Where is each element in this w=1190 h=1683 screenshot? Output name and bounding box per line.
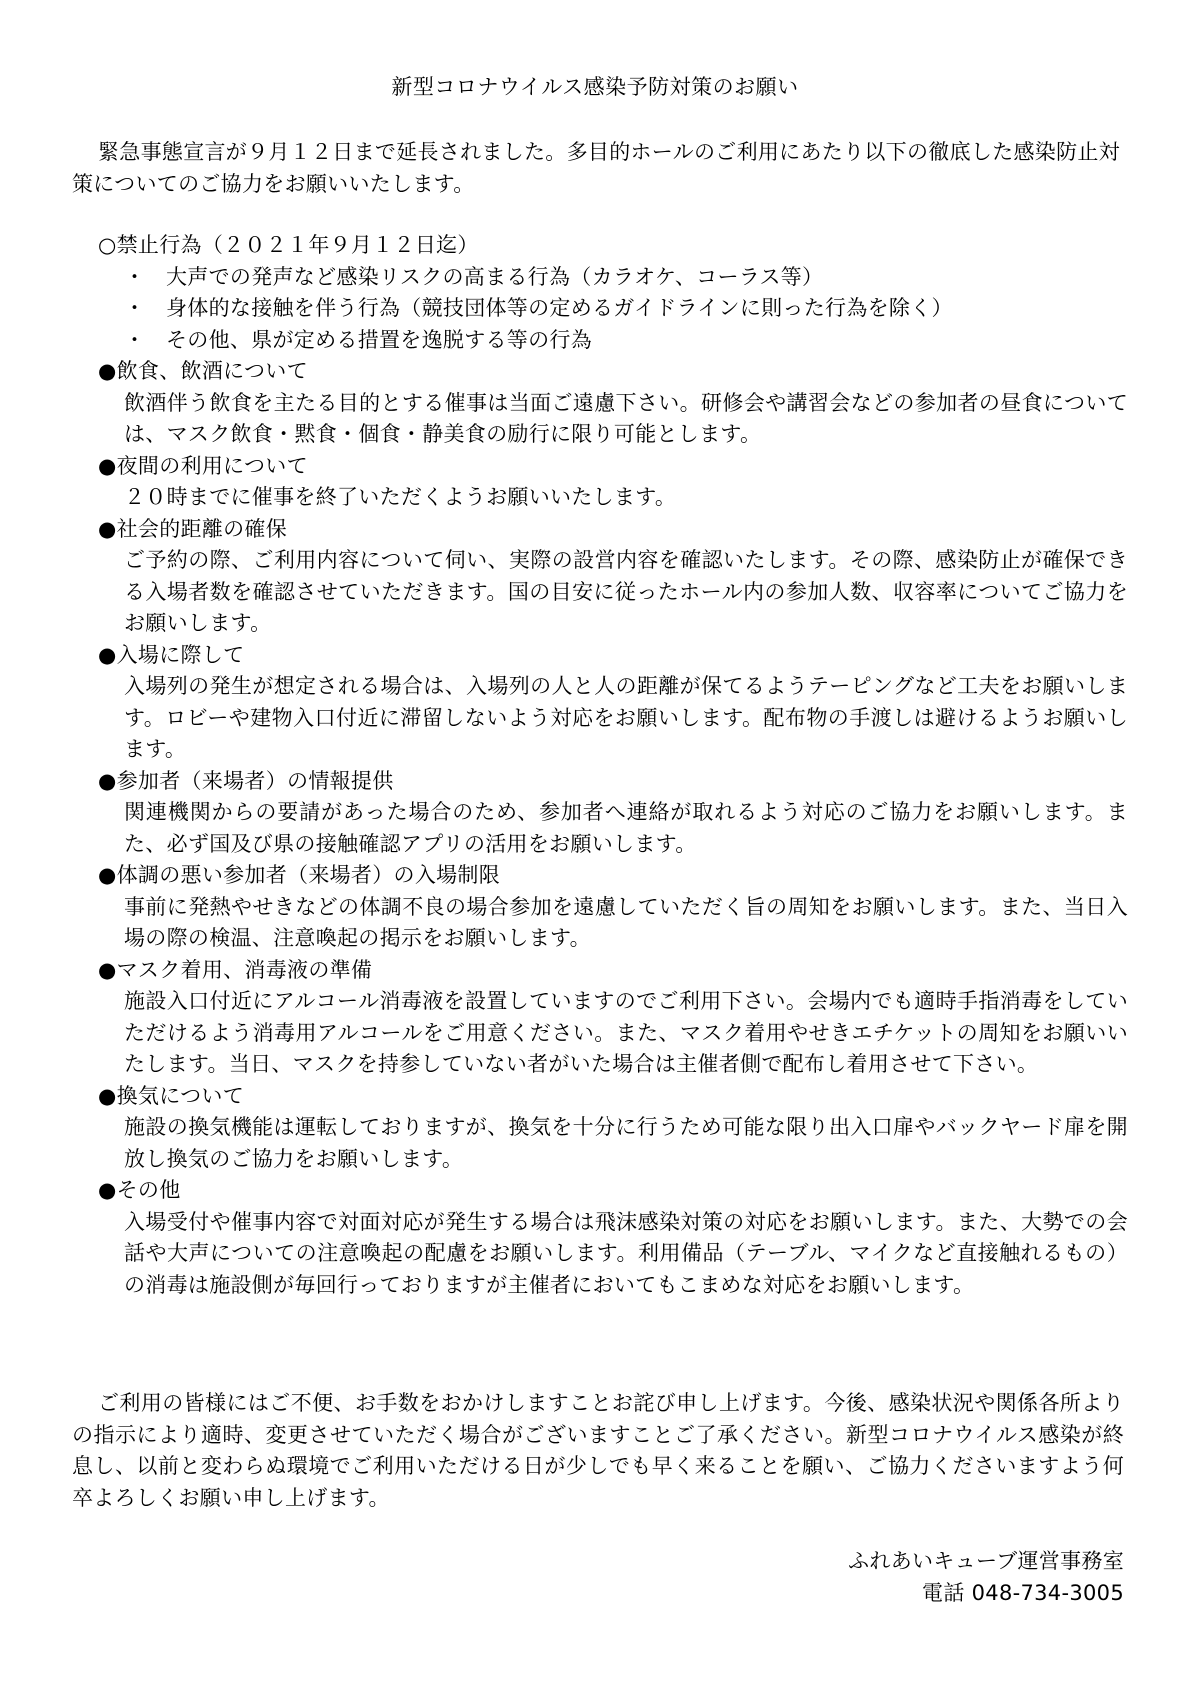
signature-block [848,1546,1124,1609]
section-body-mask: 施設入口付近にアルコール消毒液を設置していますのでご利用下さい。会場内でも適時手指消毒をしていただけるよう消毒用アルコールをご用意ください。また、マスク着用やせきエチケットの周知をお願いいたします。当日、マスクを持参していない者がいた場合は主催者側で配布し着用させて下さい。 [124,989,1128,1076]
section-heading-mask: ●マスク着用、消毒液の準備 [98,957,373,982]
section-heading-night: ●夜間の利用について [98,453,308,478]
section-heading-other: ●その他 [98,1178,181,1202]
section-heading-health: ●体調の悪い参加者（来場者）の入場制限 [98,863,501,887]
prohibited-item [98,293,1128,325]
section-heading-distance: ●社会的距離の確保 [98,516,288,541]
section-heading-entry: ●入場に際して [98,642,245,667]
bullet-dot: ・ [124,327,146,352]
prohibited-item [98,325,1128,357]
document-title: 新型コロナウイルス感染予防対策のお願い [391,75,799,99]
section-body-night: ２０時までに催事を終了いただくようお願いいたします。 [124,485,677,509]
closing-paragraph: ご利用の皆様にはご不便、お手数をおかけしますことお詫び申し上げます。今後、感染状況や関係各所よりの指示により適時、変更させていただく場合がございますことご了承ください。新型コロナウイルス感染が終息し、以前と変わらぬ環境でご利用いただける日が少しでも早く来ることを願い、ご協力くださいますよう何卒よろしくお願い申し上げます。 [72,1391,1124,1510]
section-body-info: 関連機関からの要請があった場合のため、参加者へ連絡が取れるよう対応のご協力をお願いします。また、必ず国及び県の接触確認アプリの活用をお願いします。 [124,800,1128,856]
section-heading-eating: ●飲食、飲酒について [98,359,308,383]
section-heading-info: ●参加者（来場者）の情報提供 [98,768,394,793]
prohibited-item [98,262,1128,294]
section-body-other: 入場受付や催事内容で対面対応が発生する場合は飛沫感染対策の対応をお願いします。また、大勢での会話や大声についての注意喚起の配慮をお願いします。利用備品（テーブル、マイクなど直接触れるもの）の消毒は施設側が毎回行っておりますが主催者においてもこまめな対応をお願いします。 [124,1209,1128,1297]
guideline-sections [98,356,1128,1301]
bullet-dot: ・ [124,264,146,289]
prohibited-heading: ○禁止行為（２０２１年９月１２日迄） [98,233,479,257]
section-body-eating: 飲酒伴う飲食を主たる目的とする催事は当面ご遠慮下さい。研修会や講習会などの参加者の昼食については、マスク飲食・黙食・個食・静美食の励行に限り可能とします。 [124,390,1128,446]
prohibited-item-text: 大声での発声など感染リスクの高まる行為（カラオケ、コーラス等） [166,264,824,289]
section-body-entry: 入場列の発生が想定される場合は、入場列の人と人の距離が保てるようテーピングなど工夫をお願いします。ロビーや建物入口付近に滞留しないよう対応をお願いします。配布物の手渡しは避けるようお願いします。 [124,674,1128,761]
intro-paragraph: 緊急事態宣言が９月１２日まで延長されました。多目的ホールのご利用にあたり以下の徹底した感染防止対策についてのご協力をお願いいたします。 [72,140,1120,196]
prohibited-item-text: 身体的な接触を伴う行為（競技団体等の定めるガイドラインに則った行為を除く） [166,296,953,320]
prohibited-item-text: その他、県が定める措置を逸脱する等の行為 [166,327,592,352]
section-body-distance: ご予約の際、ご利用内容について伺い、実際の設営内容を確認いたします。その際、感染防止が確保できる入場者数を確認させていただきます。国の目安に従ったホール内の参加人数、収容率についてご協力をお願いします。 [124,548,1128,635]
office-name: ふれあいキューブ運営事務室 [848,1549,1124,1573]
section-body-health: 事前に発熱やせきなどの体調不良の場合参加を遠慮していただく旨の周知をお願いします。また、当日入場の際の検温、注意喚起の掲示をお願いします。 [124,894,1128,950]
phone-number: 電話 048-734-3005 [922,1580,1124,1605]
section-body-ventilation: 施設の換気機能は運転しておりますが、換気を十分に行うため可能な限り出入口扉やバックヤード扉を開放し換気のご協力をお願いします。 [124,1115,1128,1171]
prohibited-acts [98,230,1128,356]
section-heading-ventilation: ●換気について [98,1083,245,1108]
bullet-dot: ・ [124,296,146,320]
